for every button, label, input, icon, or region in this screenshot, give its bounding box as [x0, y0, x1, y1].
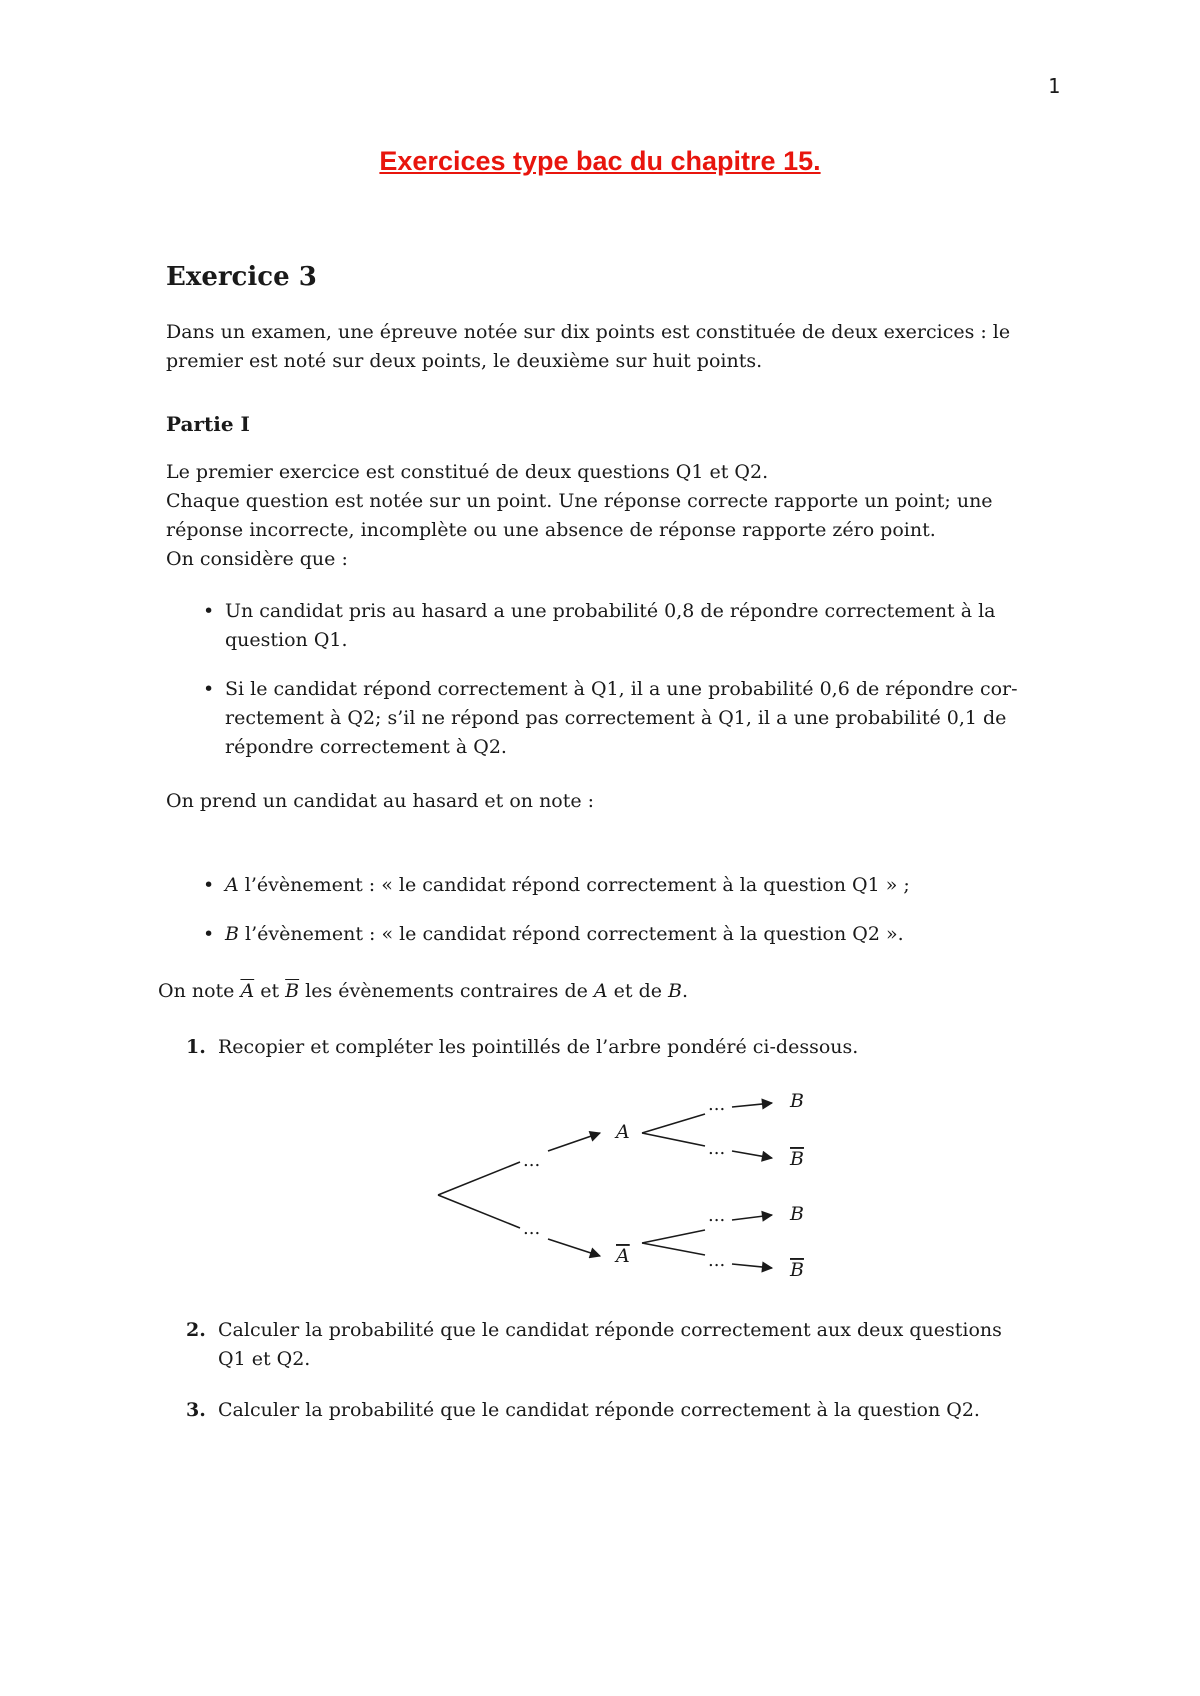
b-bar-symbol: $\overline{B}$	[285, 980, 300, 1002]
event-text: l’évènement : « le candidat répond correctement à la question Q2 ».	[238, 923, 904, 945]
tree-node-a: A	[616, 1121, 630, 1143]
probability-tree	[420, 1090, 840, 1290]
a-symbol: A	[593, 980, 608, 1002]
question-line: Calculer la probabilité que le candidat réponde correctement aux deux questions	[218, 1319, 1002, 1341]
tree-branch	[642, 1243, 705, 1255]
part-line: Le premier exercice est constitué de deux questions Q1 et Q2.	[166, 461, 769, 483]
tree-branch	[642, 1114, 705, 1133]
exercise-heading: Exercice 3	[166, 262, 317, 292]
intro-line: premier est noté sur deux points, le deuxième sur huit points.	[166, 350, 763, 372]
tree-weight-a-bar: ...	[523, 1218, 541, 1239]
tree-weight-b-given-a-bar: ...	[708, 1205, 726, 1226]
tree-node-b: B	[790, 1090, 804, 1112]
complement-note	[158, 977, 688, 1006]
tree-weight-a: ...	[523, 1150, 541, 1171]
part-line: réponse incorrecte, incomplète ou une absence de réponse rapporte zéro point.	[166, 519, 936, 541]
part-line: On considère que :	[166, 548, 348, 570]
bullet-item	[203, 675, 1051, 762]
tree-weight-b-bar-given-a: ...	[708, 1138, 726, 1159]
question-number: 2.	[186, 1319, 206, 1341]
tree-branch-arrow	[548, 1239, 600, 1256]
event-item	[203, 871, 1051, 900]
part-description	[166, 458, 1046, 574]
note-text: et de	[607, 980, 669, 1002]
tree-branch	[642, 1230, 705, 1243]
event-symbol: A	[225, 874, 239, 896]
question-line: Q1 et Q2.	[218, 1348, 311, 1370]
note-text: .	[682, 980, 689, 1002]
document-title: Exercices type bac du chapitre 15.	[379, 146, 821, 176]
note-text: les évènements contraires de	[299, 980, 594, 1002]
intro-line: Dans un examen, une épreuve notée sur dix points est constituée de deux exercices : le	[166, 321, 1011, 343]
bullet-line: question Q1.	[225, 629, 348, 651]
tree-branch-arrow	[732, 1103, 772, 1107]
part-heading: Partie I	[166, 412, 250, 436]
question-number: 1.	[186, 1036, 206, 1058]
question-number: 3.	[186, 1399, 206, 1421]
tree-branch-arrow	[548, 1133, 600, 1151]
bullet-line: • Si le candidat répond correctement à Q1, il a une probabilité 0,6 de répondre cor-	[225, 678, 1018, 700]
a-bar-symbol: $\overline{A}$	[240, 980, 255, 1002]
tree-weight-b-given-a: ...	[708, 1094, 726, 1115]
bullet-line: rectement à Q2; s’il ne répond pas correctement à Q1, il a une probabilité 0,1 de	[225, 707, 1007, 729]
tree-node-a-bar: A	[616, 1245, 630, 1267]
tree-branch-arrow	[732, 1215, 772, 1220]
tree-node-b: B	[790, 1203, 804, 1225]
tree-branch-arrow	[732, 1264, 772, 1268]
question-3	[186, 1396, 1068, 1425]
bullet-item	[203, 597, 1051, 655]
event-symbol: B	[225, 923, 239, 945]
tree-branch	[438, 1162, 520, 1195]
event-text: l’évènement : « le candidat répond correctement à la question Q1 » ;	[238, 874, 910, 896]
part-line: Chaque question est notée sur un point. Une réponse correcte rapporte un point; une	[166, 490, 993, 512]
b-symbol: B	[668, 980, 683, 1002]
tree-branch-arrow	[732, 1151, 772, 1158]
bullet-line: • Un candidat pris au hasard a une probabilité 0,8 de répondre correctement à la	[225, 600, 996, 622]
tree-branch	[438, 1195, 520, 1228]
bullet-line: répondre correctement à Q2.	[225, 736, 507, 758]
tree-branch	[642, 1133, 705, 1146]
tree-weight-b-bar-given-a-bar: ...	[708, 1250, 726, 1271]
event-item	[203, 920, 1051, 949]
note-text: On note	[158, 980, 241, 1002]
exercise-intro	[166, 318, 1046, 376]
tree-node-b-bar: B	[790, 1259, 804, 1281]
tree-node-b-bar: B	[790, 1148, 804, 1170]
question-line: Recopier et compléter les pointillés de l’arbre pondéré ci-dessous.	[218, 1036, 859, 1058]
question-1	[186, 1033, 1068, 1062]
take-candidate-text: On prend un candidat au hasard et on note :	[166, 790, 595, 812]
question-line: Calculer la probabilité que le candidat réponde correctement à la question Q2.	[218, 1399, 980, 1421]
note-text: et	[254, 980, 286, 1002]
question-2	[186, 1316, 1068, 1374]
page-number: 1	[1048, 74, 1061, 98]
